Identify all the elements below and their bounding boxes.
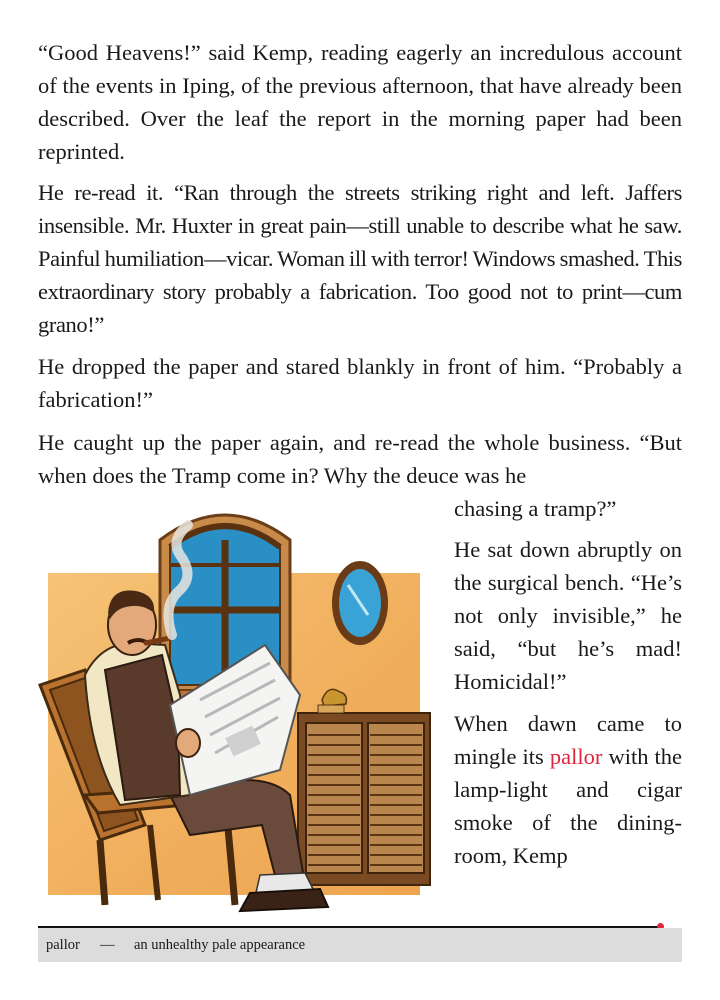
paragraph-2: He re-read it. “Ran through the streets striking right and left. Jaffers insensible. Mr. Huxter in great pain—still unable to describe what he saw. Painful humiliation—vicar. Woman ill with terror! Windows smashed. This extraordinary story probably a fabrication. Too good not to print—cum grano!” [38, 180, 682, 337]
paragraph-3: He dropped the paper and stared blankly in front of him. “Probably a fabrication!” [38, 354, 682, 412]
side-text-1: chasing a tramp?” [454, 496, 617, 521]
paragraph-4: He caught up the paper again, and re-read the whole business. “But when does the Tramp come in? Why the deuce was he [38, 430, 682, 488]
glossary-definition: an unhealthy pale appearance [134, 937, 306, 953]
side-text-3 [454, 707, 682, 872]
side-text-3-after: with the lamp-light and cigar smoke of the dining-room, Kemp [454, 744, 682, 868]
paragraph-1: “Good Heavens!” said Kemp, reading eagerly an incredulous account of the events in Iping, of the previous afternoon, that have already been described. Over the leaf the report in the morning paper had been reprinted. [38, 40, 682, 164]
man-reading-newspaper-illustration [30, 495, 440, 927]
glossary-dash: — [100, 937, 115, 953]
side-text-2: He sat down abruptly on the surgical bench. “He’s not only invisible,” he said, “but he’s mad! Homicidal!” [454, 537, 682, 694]
glossary-term: pallor [46, 937, 80, 953]
highlighted-word: pallor [549, 744, 603, 769]
side-text-3-before: When dawn came to mingle its [454, 711, 682, 769]
glossary-box [38, 928, 682, 962]
